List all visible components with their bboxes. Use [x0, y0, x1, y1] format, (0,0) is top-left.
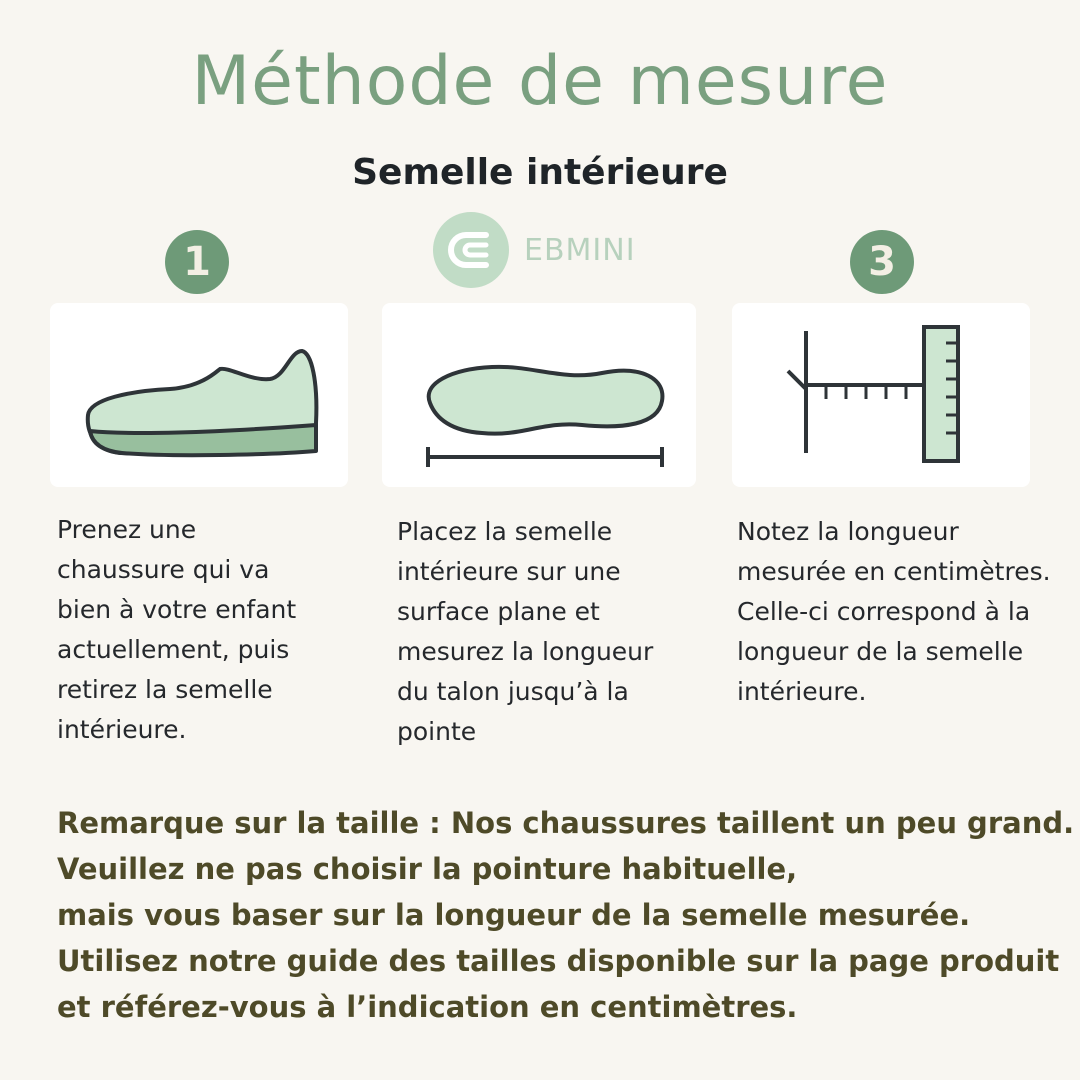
step-2-card — [382, 303, 696, 487]
size-note-line: mais vous baser sur la longueur de la semelle mesurée. — [57, 898, 971, 932]
logo-text: EBMINI — [524, 232, 636, 268]
step-1-card — [50, 303, 348, 487]
ruler-icon — [732, 303, 1030, 487]
step-1-badge: 1 — [165, 230, 229, 294]
page-subtitle: Semelle intérieure — [352, 152, 728, 193]
step-3-card — [732, 303, 1030, 487]
step-1-text: Prenez une chaussure qui va bien à votre enfant actuellement, puis retirez la semelle intérieure. — [57, 515, 297, 744]
size-note-line: Veuillez ne pas choisir la pointure habituelle, — [57, 852, 798, 886]
insole-measure-icon — [382, 303, 696, 487]
size-note-line: Remarque sur la taille : Nos chaussures taillent un peu grand. — [57, 806, 1075, 840]
size-note-line: et référez-vous à l’indication en centimètres. — [57, 990, 798, 1024]
size-note-line: Utilisez notre guide des tailles disponible sur la page produit — [57, 944, 1060, 978]
shoe-icon — [50, 303, 348, 487]
step-3-badge: 3 — [850, 230, 914, 294]
page-title: Méthode de mesure — [191, 42, 889, 121]
step-3-text: Notez la longueur mesurée en centimètres. Celle-ci correspond à la longueur de la semelle intérieure. — [737, 517, 1051, 706]
brand-logo — [432, 210, 682, 290]
size-note — [57, 800, 1075, 1030]
step-2-text: Placez la semelle intérieure sur une surface plane et mesurez la longueur du talon jusqu’à la pointe — [397, 517, 654, 746]
logo-mark-icon — [432, 211, 510, 289]
